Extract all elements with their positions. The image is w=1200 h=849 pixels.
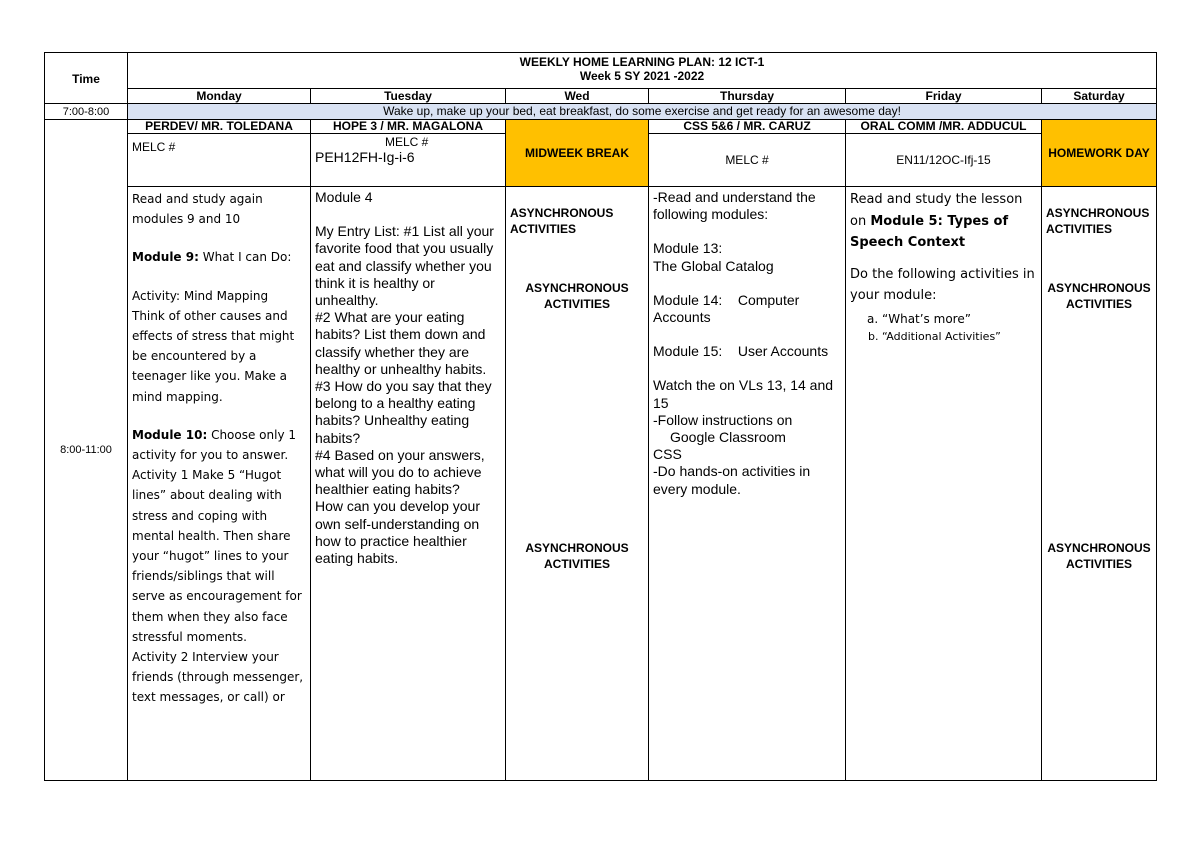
thursday-module-14: Module 14: Computer Accounts [653,291,803,326]
activity-1: Activity 1 Make 5 “Hugot lines” about dealing with stress and coping with mental health. Then share your “hugot” lines to your friends/siblings that will serve as encouragement for them when they also face stressful moments. [132,468,302,644]
plan-title-text: WEEKLY HOME LEARNING PLAN: 12 ICT-1 [519,55,765,69]
morning-routine: Wake up, make up your bed, eat breakfast, do some exercise and get ready for an awesome day! [128,104,1157,120]
time-7-8: 7:00-8:00 [45,104,128,120]
activity-text: Think of other causes and effects of stress that might be encountered by a teenager like you. Make a mind mapping. [132,308,295,404]
melc-friday-text: EN11/12OC-Ifj-15 [896,153,991,167]
melc-monday-text: MELC # [132,140,176,154]
wed-async-2: ASYNCHRONOUS ACTIVITIES [525,281,629,311]
friday-read-text: Read and study the lesson on [850,192,1023,229]
friday-instructions: Do the following activities in your module: [850,266,1035,303]
day-thursday: Thursday [649,89,846,104]
day-monday: Monday [128,89,311,104]
tuesday-entry-1: My Entry List: #1 List all your favorite food that you usually eat and classify whether you think it is healthy or unhealthy. [315,223,494,309]
melc-friday [846,134,1042,187]
subject-friday: ORAL COMM /MR. ADDUCUL [846,120,1042,134]
tuesday-module: Module 4 [315,189,373,205]
plan-week-text: Week 5 SY 2021 -2022 [579,69,705,83]
sat-async-2: ASYNCHRONOUS ACTIVITIES [1047,281,1151,311]
tuesday-entry-2: #2 What are your eating habits? List them down and classify whether they are healthy or unhealthy habits. [315,309,487,377]
activity-title: Activity: Mind Mapping [132,288,269,303]
subject-monday: PERDEV/ MR. TOLEDANA [128,120,311,134]
tuesday-activities [311,187,506,781]
melc-thursday-text: MELC # [725,153,769,167]
thursday-module-13-title: The Global Catalog [653,257,774,274]
saturday-activities [1042,187,1157,781]
weekly-plan-table [44,52,1157,781]
thursday-read: -Read and understand the following modules: [653,189,816,223]
thursday-follow: -Follow instructions on [653,411,793,428]
melc-thursday [649,134,846,187]
module-9-text: What I can Do: [198,250,292,265]
midweek-break: MIDWEEK BREAK [506,120,649,187]
melc-tuesday-code: PEH12FH-Ig-i-6 [315,149,415,165]
thursday-activities [649,187,846,781]
day-tuesday: Tuesday [311,89,506,104]
module-9-line [132,247,306,267]
thursday-hands-on: -Do hands-on activities in every module. [653,463,811,497]
subject-tuesday: HOPE 3 / MR. MAGALONA [311,120,506,134]
friday-item-whats-more: a. “What’s more” [882,311,1037,328]
day-wed: Wed [506,89,649,104]
time-8-11: 8:00-11:00 [45,120,128,781]
thursday-google-classroom: Google Classroom [670,429,786,446]
thursday-module-13: Module 13: [653,240,723,257]
thursday-watch: Watch the on VLs 13, 14 and 15 [653,377,834,411]
tuesday-entry-3: #3 How do you say that they belong to a healthy eating habits? Unhealthy eating habits? [315,378,492,446]
friday-activities [846,187,1042,781]
wed-async-1: ASYNCHRONOUS ACTIVITIES [510,206,614,236]
homework-day: HOMEWORK DAY [1042,120,1157,187]
subject-thursday: CSS 5&6 / MR. CARUZ [649,120,846,134]
friday-module-5: Module 5: Types of Speech Context [850,213,1009,250]
tuesday-entry-5: How can you develop your own self-understanding on how to practice healthier eating habits. [315,498,480,567]
sat-async-1: ASYNCHRONOUS ACTIVITIES [1046,206,1150,236]
module-10-text: Choose only 1 activity for you to answer. [132,427,297,463]
melc-tuesday [311,134,506,187]
friday-read [850,189,1037,254]
thursday-css: CSS [653,446,682,463]
day-saturday: Saturday [1042,89,1157,104]
sat-async-3: ASYNCHRONOUS ACTIVITIES [1047,541,1151,571]
time-header: Time [45,53,128,104]
plan-title [128,53,1157,89]
tuesday-entry-4: #4 Based on your answers, what will you do to achieve healthier eating habits? [315,446,485,498]
thursday-module-15: Module 15: User Accounts [653,343,829,360]
monday-line-read: Read and study again modules 9 and 10 [132,192,263,227]
melc-monday [128,134,311,187]
friday-activity-list [850,311,1037,345]
wed-activities [506,187,649,781]
module-9-label: Module 9: [132,250,199,265]
module-10-label: Module 10: [132,427,208,442]
day-friday: Friday [846,89,1042,104]
friday-item-additional: b. “Additional Activities” [882,328,1037,345]
module-10-line [132,425,306,465]
activity-2: Activity 2 Interview your friends (through messenger, text messages, or call) or [132,650,304,705]
wed-async-3: ASYNCHRONOUS ACTIVITIES [525,541,629,571]
monday-activities [128,187,311,781]
melc-tuesday-label: MELC # [385,135,429,149]
